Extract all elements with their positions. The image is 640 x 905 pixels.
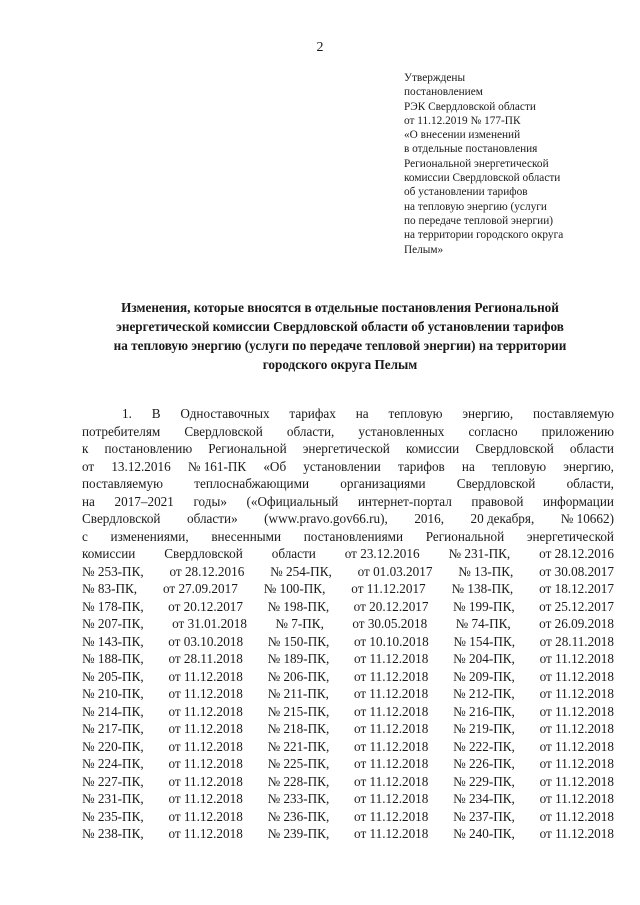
body-word: от 11.12.2017	[351, 581, 426, 596]
body-word: № 13-ПК,	[458, 563, 514, 579]
body-word: от 11.12.2018	[539, 808, 614, 824]
body-word: от 11.12.2018	[168, 773, 243, 789]
body-word: от 11.12.2018	[168, 791, 243, 806]
body-word: № 239-ПК,	[267, 826, 330, 841]
approval-line: Региональной энергетической	[404, 157, 549, 170]
body-word: на	[461, 458, 475, 474]
body-word: установлении	[303, 458, 381, 474]
approval-line: по передаче тепловой энергии)	[404, 214, 554, 227]
body-word: внесенными	[211, 528, 282, 544]
body-line	[82, 580, 614, 598]
body-word: Свердловской	[475, 441, 554, 456]
body-word: от 11.12.2018	[168, 826, 243, 841]
body-line	[82, 668, 614, 686]
body-word: от 10.10.2018	[353, 633, 429, 649]
body-word: № 74-ПК,	[455, 616, 511, 631]
body-word: согласно	[468, 423, 518, 439]
body-word: от 03.10.2018	[168, 633, 244, 649]
body-word: годы»	[193, 493, 227, 509]
body-line	[82, 633, 614, 651]
body-word: 13.12.2016	[111, 458, 171, 474]
body-word: Свердловской	[164, 546, 243, 561]
body-word: теплоснабжающими	[194, 476, 310, 491]
body-word: от 27.09.2017	[162, 581, 238, 596]
page-number: 2	[316, 40, 324, 55]
body-word: поставляемую	[533, 406, 614, 421]
body-word: от 18.12.2017	[539, 581, 614, 596]
body-word: № 254-ПК,	[270, 563, 332, 579]
body-word: № 205-ПК,	[82, 668, 144, 684]
body-word: № 154-ПК,	[453, 633, 516, 649]
body-word: правовой	[471, 493, 524, 509]
title-line: городского округа Пелым	[262, 357, 418, 372]
body-word: тарифов	[397, 458, 445, 474]
body-word: от 11.12.2018	[168, 668, 243, 684]
body-word: от 11.12.2018	[168, 808, 243, 824]
body-word: № 233-ПК,	[267, 791, 330, 806]
title-line: на тепловую энергию (услуги по передаче тепловой энергии) на территории	[113, 338, 567, 353]
body-line	[82, 738, 614, 756]
approval-line: постановлением	[404, 86, 483, 99]
body-word: № 217-ПК,	[82, 721, 144, 736]
body-word: Свердловской	[82, 511, 161, 526]
body-word: от 11.12.2018	[354, 668, 429, 684]
approval-line: на территории городского округа	[404, 229, 564, 242]
body-line	[82, 545, 614, 563]
body-word: области	[271, 546, 316, 561]
body-word: области	[569, 441, 614, 456]
body-word: от 11.12.2018	[539, 668, 614, 684]
body-word: от 11.12.2018	[354, 791, 429, 806]
body-word: поставляемую	[82, 476, 163, 491]
body-word: В	[151, 406, 161, 421]
body-word: № 218-ПК,	[267, 721, 330, 736]
body-line	[82, 458, 614, 476]
approval-block	[404, 71, 624, 257]
body-word: постановлениями	[303, 528, 404, 544]
body-word: № 253-ПК,	[82, 563, 144, 579]
body-word: тепловую	[491, 458, 547, 474]
body-word: № 237-ПК,	[453, 808, 515, 824]
body-word: от 11.12.2018	[539, 791, 614, 806]
body-word: от 31.01.2018	[172, 616, 247, 631]
body-word: от 11.12.2018	[354, 826, 429, 841]
body-line	[82, 440, 614, 458]
body-word: № 207-ПК,	[82, 616, 144, 631]
body-word: от 28.11.2018	[168, 651, 243, 666]
body-line	[82, 423, 614, 441]
body-word: 20 декабря,	[470, 511, 535, 526]
body-word: области,	[286, 423, 335, 439]
body-word: от 11.12.2018	[354, 738, 429, 754]
body-word: энергию,	[462, 406, 514, 421]
body-word: от 11.12.2018	[354, 808, 429, 824]
body-word: энергию,	[563, 458, 614, 474]
body-word: тарифах	[289, 406, 336, 421]
body-word: № 198-ПК,	[267, 598, 330, 614]
body-line	[82, 825, 614, 843]
body-word: организациями	[340, 476, 426, 491]
body-word: от 11.12.2018	[354, 651, 429, 666]
document-title	[72, 298, 608, 374]
body-word: 2016,	[414, 511, 444, 526]
body-word: области,	[566, 476, 614, 491]
body-word: № 240-ПК,	[453, 826, 515, 841]
body-word: от 11.12.2018	[539, 756, 614, 771]
body-word: № 231-ПК,	[448, 546, 511, 561]
body-line	[82, 475, 614, 493]
body-word: энергетической	[526, 528, 614, 544]
approval-line: на тепловую энергию (услуги	[404, 200, 547, 213]
body-word: Региональной	[208, 441, 287, 456]
body-word: установленных	[358, 423, 445, 439]
body-word: от 11.12.2018	[354, 721, 429, 736]
body-word: № 83-ПК,	[82, 581, 138, 596]
body-line	[82, 615, 614, 633]
body-word: от 11.12.2018	[539, 826, 614, 841]
body-word: от 11.12.2018	[168, 738, 243, 754]
body-word: № 211-ПК,	[267, 686, 329, 701]
body-word: Региональной	[425, 528, 505, 544]
body-word: № 209-ПК,	[453, 668, 515, 684]
body-line	[82, 493, 614, 511]
body-word: № 7-ПК,	[275, 616, 324, 631]
body-word: № 178-ПК,	[82, 598, 144, 614]
body-word: комиссии	[82, 546, 136, 561]
body-word: от 11.12.2018	[539, 721, 614, 736]
body-word: № 199-ПК,	[453, 598, 515, 614]
body-word: от 11.12.2018	[539, 773, 614, 789]
body-line	[82, 528, 614, 546]
body-word: № 188-ПК,	[82, 651, 144, 666]
body-word: № 100-ПК,	[263, 581, 326, 596]
body-word: энергетической	[302, 441, 390, 456]
body-word: (www.pravo.gov66.ru),	[264, 511, 388, 526]
approval-line: «О внесении изменений	[404, 129, 521, 142]
body-word: с	[82, 528, 88, 544]
body-word: № 224-ПК,	[82, 756, 144, 771]
body-word: № 238-ПК,	[82, 826, 144, 841]
body-word: № 216-ПК,	[453, 703, 515, 719]
body-line	[82, 685, 614, 703]
body-word: от 11.12.2018	[354, 773, 429, 789]
body-line	[82, 773, 614, 791]
approval-line: Пелым»	[404, 243, 444, 256]
body-word: от 23.12.2016	[344, 546, 420, 561]
body-word: № 225-ПК,	[267, 756, 330, 771]
body-line	[82, 650, 614, 668]
body-word: интернет-портал	[357, 493, 452, 509]
body-word: № 219-ПК,	[453, 721, 515, 736]
body-word: от 11.12.2018	[353, 686, 429, 701]
body-line	[82, 510, 614, 528]
body-word: на	[355, 406, 369, 421]
body-word: приложению	[541, 423, 614, 439]
body-word: от 28.11.2018	[539, 633, 614, 649]
body-word: от 30.08.2017	[539, 563, 614, 579]
approval-line: комиссии Свердловской области	[404, 172, 561, 185]
body-word: № 227-ПК,	[82, 773, 144, 789]
body-word: № 10662)	[560, 511, 614, 526]
body-word: № 138-ПК,	[451, 581, 514, 596]
body-word: № 222-ПК,	[453, 738, 515, 754]
body-word: от 11.12.2018	[539, 738, 614, 754]
body-word: Свердловской	[184, 423, 263, 439]
body-word: № 210-ПК,	[82, 686, 144, 701]
body-word: от 11.12.2018	[539, 686, 614, 701]
body-word: № 229-ПК,	[453, 773, 515, 789]
title-line: энергетической комиссии Свердловской области об установлении тарифов	[116, 319, 564, 334]
body-line	[82, 563, 614, 581]
body-word: от 11.12.2018	[168, 756, 243, 771]
body-word: № 204-ПК,	[453, 651, 515, 666]
body-word: от 28.12.2016	[539, 546, 614, 561]
approval-line: РЭК Свердловской области	[404, 100, 536, 113]
body-word: № 143-ПК,	[82, 633, 144, 649]
body-line	[82, 755, 614, 773]
title-line: Изменения, которые вносятся в отдельные постановления Региональной	[121, 300, 559, 315]
body-word: к	[82, 441, 89, 456]
body-word: № 214-ПК,	[82, 703, 144, 719]
body-word: 2017–2021	[114, 493, 174, 509]
body-word: от 30.05.2018	[352, 616, 428, 631]
body-word: от 11.12.2018	[168, 703, 243, 719]
body-word: № 220-ПК,	[82, 738, 144, 754]
body-word: потребителям	[82, 423, 161, 439]
body-word: № 228-ПК,	[267, 773, 330, 789]
body-word: от 25.12.2017	[539, 598, 614, 614]
body-word: от	[82, 458, 95, 474]
document-body	[82, 405, 614, 843]
body-line	[82, 790, 614, 808]
body-word: № 231-ПК,	[82, 791, 144, 806]
body-word: изменениями,	[110, 528, 189, 544]
body-word: от 11.12.2018	[354, 703, 429, 719]
body-word: № 226-ПК,	[453, 756, 515, 771]
body-line	[82, 720, 614, 738]
approval-line: об установлении тарифов	[404, 186, 528, 199]
body-word: № 215-ПК,	[267, 703, 330, 719]
body-line	[82, 405, 614, 423]
body-word: от 28.12.2016	[169, 563, 245, 579]
body-word: информации	[543, 493, 614, 509]
body-word: комиссии	[405, 441, 460, 456]
body-word: постановлению	[104, 441, 193, 456]
body-word: № 212-ПК,	[453, 686, 515, 701]
body-word: «Об	[263, 458, 287, 474]
body-word: от 11.12.2018	[539, 703, 614, 719]
body-line	[82, 598, 614, 616]
body-word: Свердловской	[456, 476, 536, 491]
body-line	[82, 808, 614, 826]
body-word: 1.	[122, 406, 132, 421]
approval-line: в отдельные постановления	[404, 143, 538, 156]
body-word: от 26.09.2018	[539, 616, 614, 631]
body-word: на	[82, 493, 95, 509]
body-word: № 150-ПК,	[267, 633, 330, 649]
body-word: тепловую	[388, 406, 443, 421]
body-word: Одноставочных	[180, 406, 270, 421]
body-word: № 189-ПК,	[267, 651, 330, 666]
body-line	[82, 703, 614, 721]
body-word: от 11.12.2018	[168, 721, 243, 736]
body-word: от 11.12.2018	[168, 686, 243, 701]
body-word: № 234-ПК,	[453, 791, 515, 806]
body-word: № 161-ПК	[187, 458, 247, 474]
body-word: от 20.12.2017	[353, 598, 429, 614]
body-word: № 236-ПК,	[267, 808, 330, 824]
body-word: от 11.12.2018	[354, 756, 429, 771]
body-word: от 01.03.2017	[357, 563, 433, 579]
body-word: от 20.12.2017	[168, 598, 243, 614]
body-word: области»	[186, 511, 238, 526]
body-word: («Официальный	[246, 493, 339, 509]
body-word: № 221-ПК,	[267, 738, 330, 754]
body-word: № 235-ПК,	[82, 808, 144, 824]
approval-line: от 11.12.2019 № 177-ПК	[404, 114, 521, 127]
approval-line: Утверждены	[404, 72, 466, 84]
body-word: № 206-ПК,	[267, 668, 330, 684]
body-word: от 11.12.2018	[539, 651, 614, 666]
